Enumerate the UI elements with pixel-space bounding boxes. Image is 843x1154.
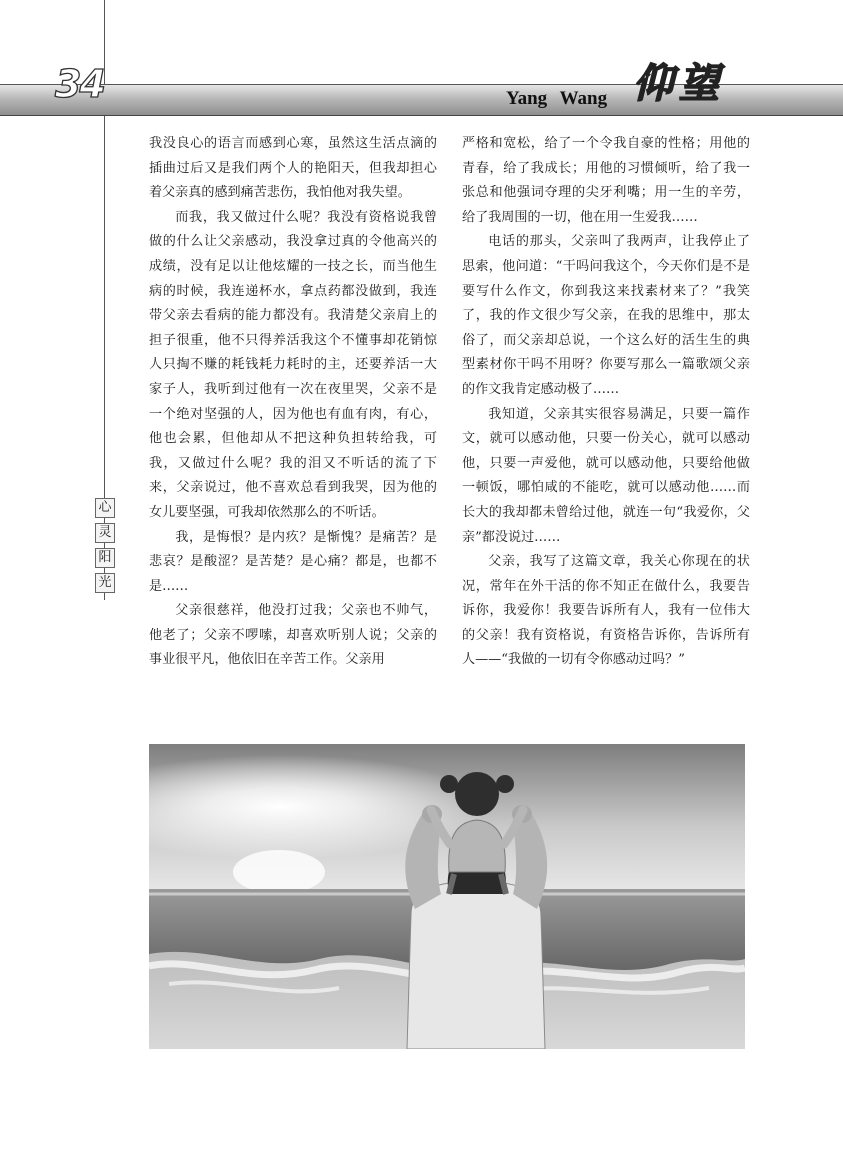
- paragraph: 我知道，父亲其实很容易满足，只要一篇作文，就可以感动他，只要一份关心，就可以感动他，只要一声爱他，就可以感动他，只要给他做一顿饭，哪怕咸的不能吃，就可以感动他……而长大的我却都未曾给过他，就连一句“我爱你，父亲”都没说过……: [462, 406, 750, 545]
- paragraph: 而我，我又做过什么呢？我没有资格说我曾做的什么让父亲感动，我没拿过真的令他高兴的成绩，没有足以让他炫耀的一技之长，而当他生病的时候，我连递杯水，拿点药都没做到，我连带父亲去看病的能力都没有。我清楚父亲肩上的担子很重，他不只得养活我这个不懂事却花销惊人只掏不赚的耗钱耗力耗时的主，还要养活一大家子人，我听到过他有一次在夜里哭，父亲不是一个绝对坚强的人，因为他也有血有肉，有心，他也会累，但他却从不把这种负担转给我，可我，又做过什么呢？我的泪又不听话的流了下来，父亲说过，他不喜欢总看到我哭，因为他的女儿要坚强，可我却依然那么的不听话。: [149, 209, 437, 520]
- section-tag: [95, 498, 115, 598]
- paragraph: 父亲，我写了这篇文章，我关心你现在的状况，常年在外干活的你不知正在做什么，我要告诉你，我爱你！我要告诉所有人，我有一位伟大的父亲！我有资格说，有资格告诉你，告诉所有人——“我做的一切有令你感动过吗？”: [462, 554, 750, 668]
- section-tag-char: 灵: [95, 523, 115, 543]
- section-tag-char: 光: [95, 573, 115, 593]
- paragraph: 电话的那头，父亲叫了我两声，让我停止了思索，他问道：“干吗问我这个，今天你们是不是要写什么作文，你到我这来找素材来了？”我笑了，我的作文很少写父亲，在我的思维中，那太俗了，而父亲却总说，一个这么好的活生生的典型素材你干吗不用呀？你要写那么一篇歌颂父亲的作文我肯定感动极了……: [462, 234, 750, 397]
- paragraph: 严格和宽松，给了一个令我自豪的性格；用他的青春，给了我成长；用他的习惯倾听，给了我一张总和他强词夺理的尖牙利嘴；用一生的辛劳，给了我周围的一切，他在用一生爱我……: [462, 136, 750, 225]
- page-number: 34: [55, 62, 104, 106]
- section-tag-char: 阳: [95, 548, 115, 568]
- paragraph: 我，是悔恨？是内疚？是惭愧？是痛苦？是悲哀？是酸涩？是苦楚？是心痛？都是，也都不是……: [149, 529, 437, 594]
- article-column-left: [149, 132, 437, 673]
- article-column-right: [462, 132, 750, 673]
- beach-illustration: [149, 744, 745, 1049]
- paragraph: 我没良心的语言而感到心寒，虽然这生活点滴的插曲过后又是我们两个人的艳阳天，但我却担心着父亲真的感到痛苦悲伤，我怕他对我失望。: [149, 136, 437, 201]
- paragraph: 父亲很慈祥，他没打过我；父亲也不帅气，他老了；父亲不啰嗦，却喜欢听别人说；父亲的事业很平凡，他依旧在辛苦工作。父亲用: [149, 603, 437, 668]
- section-tag-char: 心: [95, 498, 115, 518]
- column-name-english: Yang Wang: [506, 88, 608, 109]
- column-name-logo: 仰望: [633, 61, 725, 107]
